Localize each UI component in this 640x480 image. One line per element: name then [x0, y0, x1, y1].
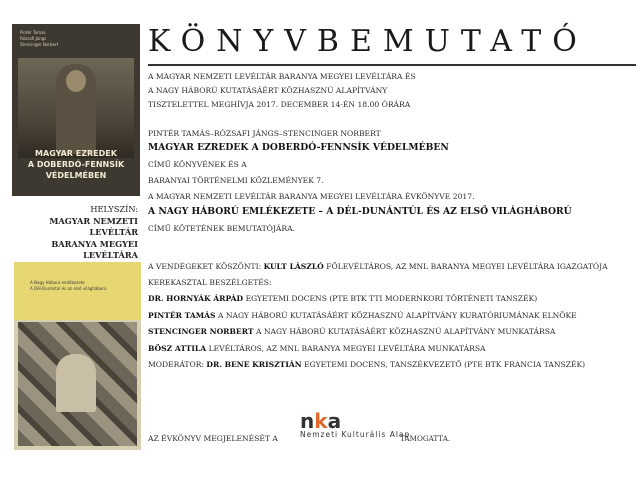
- invitation-line1: A MAGYAR NEMZETI LEVÉLTÁR BARANYA MEGYEI LEVÉLTÁRA ÉS: [148, 72, 416, 81]
- greeting-prefix: A VENDÉGEKET KÖSZÖNTI:: [148, 262, 262, 271]
- book2-series: BARANYAI TÖRTÉNELMI KÖZLEMÉNYEK 7.: [148, 176, 324, 185]
- participant-name: PINTÉR TAMÁS: [148, 311, 216, 320]
- location-label: HELYSZÍN:: [90, 204, 138, 214]
- book2-yearbook: A MAGYAR NEMZETI LEVÉLTÁR BARANYA MEGYEI LEVÉLTÁRA ÉVKÖNYVE 2017.: [148, 192, 475, 201]
- page-title: KÖNYVBEMUTATÓ: [148, 24, 588, 59]
- participant-role: A NAGY HÁBORÚ KUTATÁSÁÉRT KÖZHASZNÚ ALAPÍTVÁNY MUNKATÁRSA: [255, 327, 556, 336]
- cover-portrait: [56, 354, 96, 412]
- book2-title: A NAGY HÁBORÚ EMLÉKEZETE – A DÉL-DUNÁNTÚL ÉS AZ ELSŐ VILÁGHÁBORÚ: [148, 206, 572, 217]
- book1-authors: PINTÉR TAMÁS–RÓZSAFI JÁNGS–STENCINGER NORBERT: [148, 129, 381, 138]
- book1-suffix: CÍMŰ KÖNYVÉNEK ÉS A: [148, 160, 247, 169]
- cover-title: MAGYAR EZREDEK A DOBERDÓ-FENNSÍK VÉDELMÉBEN: [27, 149, 125, 180]
- book1-title: MAGYAR EZREDEK A DOBERDÓ-FENNSÍK VÉDELMÉBEN: [148, 142, 449, 153]
- cover-authors: Pintér Tamás Rózsafi Jángs Stencinger Norbert: [20, 30, 59, 47]
- participant-row: [148, 311, 577, 321]
- participant-row: [148, 344, 486, 354]
- participant-name: DR. HORNYÁK ÁRPÁD: [148, 294, 244, 303]
- location-line2: BARANYA MEGYEI LEVÉLTÁRA: [51, 238, 138, 260]
- title-underline: [148, 64, 636, 66]
- book-cover-doberdo: [12, 24, 140, 196]
- participant-name: BÖSZ ATTILA: [148, 344, 207, 353]
- footer-suffix: TÁMOGATTA.: [400, 434, 451, 443]
- footer-prefix: AZ ÉVKÖNYV MEGJELENÉSÉT A: [148, 434, 278, 443]
- participant-role: A NAGY HÁBORÚ KUTATÁSÁÉRT KÖZHASZNÚ ALAPÍTVÁNY KURATÓRIUMÁNAK ELNÖKE: [217, 311, 577, 320]
- cover-text: A Nagy Háború emlékezete A Dél-Dunántúl és az első világháború: [30, 280, 107, 291]
- greeting-line: [148, 262, 608, 272]
- participant-role: EGYETEMI DOCENS (PTE BTK TTI MODERNKORI TÖRTÉNETI TANSZÉK): [245, 294, 538, 303]
- greeting-name: KULT LÁSZLÓ: [263, 262, 324, 271]
- participant-name: STENCINGER NORBERT: [148, 327, 254, 336]
- book2-suffix: CÍMŰ KÖTETÉNEK BEMUTATÓJÁRA.: [148, 224, 296, 233]
- location-line1: MAGYAR NEMZETI LEVÉLTÁR: [49, 215, 138, 237]
- nka-logo-caption: Nemzeti Kulturális Alap: [300, 430, 411, 439]
- nka-logo: [300, 410, 410, 439]
- moderator-line: [148, 360, 585, 370]
- moderator-role: EGYETEMI DOCENS, TANSZÉKVEZETŐ (PTE BTK FRANCIA TANSZÉK): [304, 360, 586, 369]
- nka-logo-mark: nka: [300, 409, 342, 433]
- participant-row: [148, 294, 537, 304]
- invitation-line3: TISZTELETTEL MEGHÍVJA 2017. DECEMBER 14-ÉN 18.00 ÓRÁRA: [148, 100, 411, 109]
- book-cover-nagy-haboru: [14, 262, 141, 450]
- moderator-prefix: MODERÁTOR:: [148, 360, 204, 369]
- participant-row: [148, 327, 555, 337]
- greeting-role: FŐLEVÉLTÁROS, AZ MNL BARANYA MEGYEI LEVÉLTÁRA IGAZGATÓJA: [326, 262, 608, 271]
- soldier-head: [66, 70, 86, 92]
- participant-role: LEVÉLTÁROS, AZ MNL BARANYA MEGYEI LEVÉLTÁRA MUNKATÁRSA: [208, 344, 486, 353]
- moderator-name: DR. BENE KRISZTIÁN: [206, 360, 302, 369]
- invitation-line2: A NAGY HÁBORÚ KUTATÁSÁÉRT KÖZHASZNÚ ALAPÍTVÁNY: [148, 86, 388, 95]
- roundtable-label: KEREKASZTAL BESZÉLGETÉS:: [148, 278, 272, 287]
